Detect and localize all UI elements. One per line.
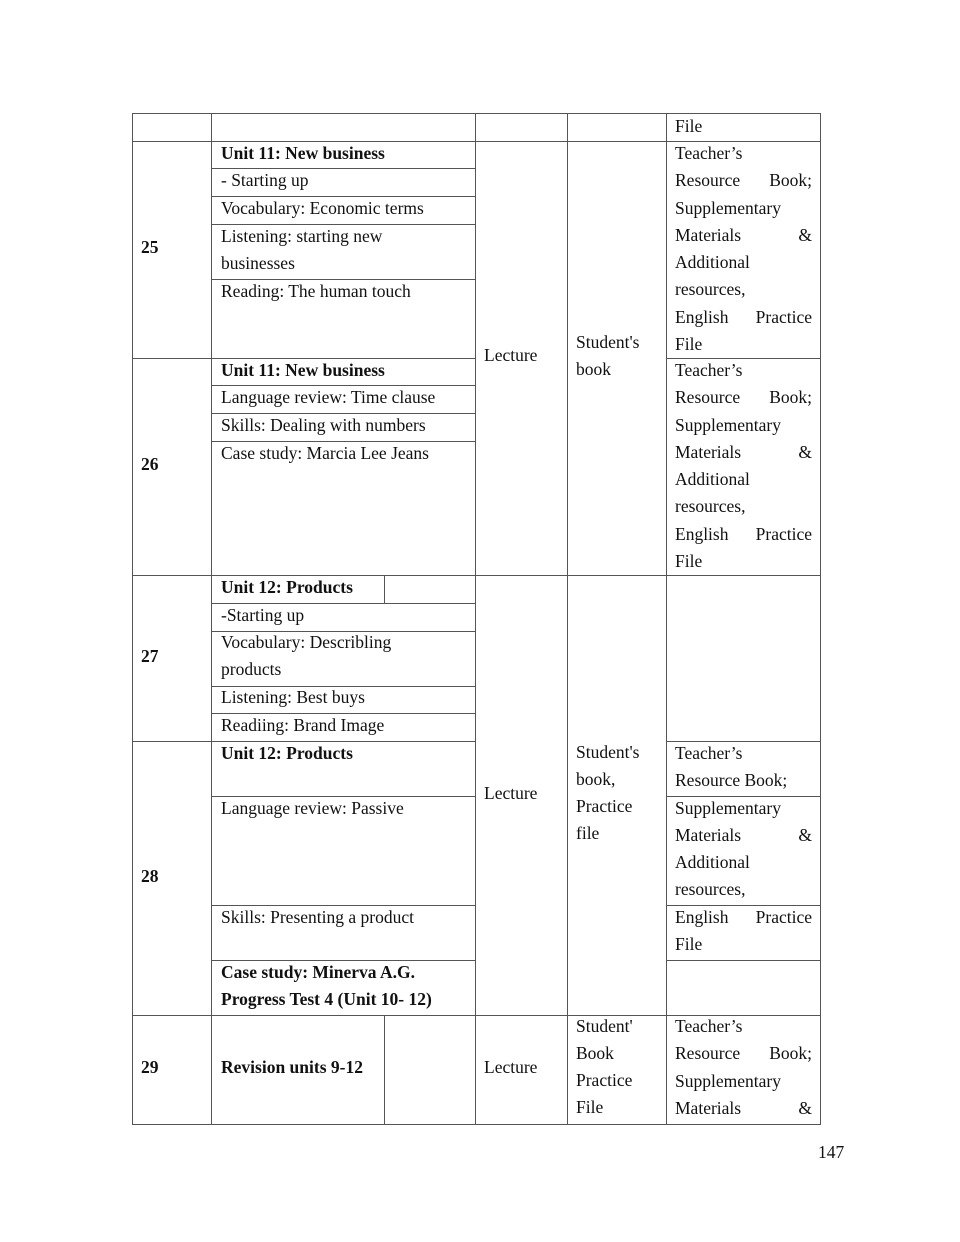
resources-line: resources, (675, 879, 746, 900)
resources-line: Materials & (675, 1097, 812, 1118)
resources-line: English Practice (675, 906, 812, 927)
topic-item: Unit 12: Products (221, 743, 353, 763)
table-border (666, 113, 667, 1124)
table-border (211, 113, 212, 1124)
resources-line: Resource Book; (675, 170, 812, 191)
topic-item: Case study: Minerva A.G. (221, 962, 415, 982)
resources-line: Additional (675, 252, 750, 273)
resources-line: Teacher’s (675, 143, 743, 163)
resources-line: Teacher’s (675, 1016, 743, 1036)
resources-line: Additional (675, 469, 750, 490)
topic-item: Readiing: Brand Image (221, 715, 385, 735)
session-number: 29 (141, 1057, 159, 1077)
topic-item: Language review: Passive (221, 798, 404, 818)
resources-line: English Practice (675, 523, 812, 544)
topic-item: Skills: Presenting a product (221, 907, 414, 927)
topic-item: Unit 11: New business (221, 143, 385, 163)
session-number: 26 (141, 454, 159, 474)
topic-item: businesses (221, 253, 295, 273)
table-border (132, 1124, 821, 1125)
materials-line: book (576, 359, 611, 379)
resources-line: Supplementary (675, 1070, 781, 1091)
resources-line: File (675, 334, 703, 355)
resources-line: Supplementary (675, 197, 781, 218)
topic-item: products (221, 659, 282, 679)
table-border (666, 960, 821, 961)
table-border (384, 1016, 385, 1124)
teaching-method: Lecture (484, 345, 538, 365)
teaching-method: Lecture (484, 783, 538, 803)
materials-line: Student's (576, 742, 640, 762)
topic-item: Language review: Time clause (221, 387, 436, 407)
resources-line: Materials & (675, 224, 812, 245)
table-border (820, 113, 821, 1124)
session-number: 27 (141, 646, 159, 666)
materials-line: Student' (576, 1016, 633, 1036)
materials-line: book, (576, 769, 616, 789)
topic-item: Case study: Marcia Lee Jeans (221, 443, 429, 463)
resources-continuation: File (675, 116, 703, 136)
page-number: 147 (818, 1142, 845, 1162)
topic-item: - Starting up (221, 170, 309, 190)
topic-item: Unit 12: Products (221, 577, 353, 597)
topic-item: Vocabulary: Economic terms (221, 198, 424, 218)
resources-cell (675, 1013, 812, 1122)
resources-line: Teacher’s (675, 360, 743, 380)
table-border (384, 576, 385, 603)
resources-line: Materials & (675, 441, 812, 462)
resources-line: Resource Book; (675, 1043, 812, 1064)
materials-line: Practice (576, 796, 633, 816)
table-border (475, 113, 476, 1124)
table-border (132, 113, 133, 1124)
resources-cell (675, 740, 812, 958)
table-border (132, 113, 821, 114)
materials-line: Practice (576, 1070, 633, 1090)
materials-line: Student's (576, 332, 640, 352)
topic-item: Skills: Dealing with numbers (221, 415, 426, 435)
resources-cell (675, 140, 812, 358)
topic-item: Listening: Best buys (221, 687, 365, 707)
materials-line: Book (576, 1043, 614, 1063)
resources-line: Supplementary (675, 414, 781, 435)
teaching-method: Lecture (484, 1057, 538, 1077)
resources-line: Supplementary (675, 797, 781, 818)
topic-item: Listening: starting new (221, 226, 383, 246)
topic-item: -Starting up (221, 605, 305, 625)
materials-line: File (576, 1097, 604, 1117)
table-border (567, 113, 568, 1124)
topic-item: Reading: The human touch (221, 281, 411, 301)
resources-line: File (675, 551, 703, 572)
resources-line: Resource Book; (675, 770, 788, 791)
topic-item: Revision units 9-12 (221, 1057, 363, 1077)
resources-line: English Practice (675, 306, 812, 327)
resources-line: resources, (675, 279, 746, 300)
resources-cell (675, 357, 812, 575)
resources-line: Teacher’s (675, 743, 743, 763)
resources-line: Materials & (675, 824, 812, 845)
resources-line: Additional (675, 852, 750, 873)
resources-line: resources, (675, 496, 746, 517)
resources-line: File (675, 934, 703, 955)
topic-item: Vocabulary: Describling (221, 632, 392, 652)
topic-item: Progress Test 4 (Unit 10- 12) (221, 989, 432, 1009)
session-number: 25 (141, 237, 159, 257)
session-number: 28 (141, 866, 159, 886)
resources-line: Resource Book; (675, 387, 812, 408)
topic-item: Unit 11: New business (221, 360, 385, 380)
materials-line: file (576, 823, 600, 843)
